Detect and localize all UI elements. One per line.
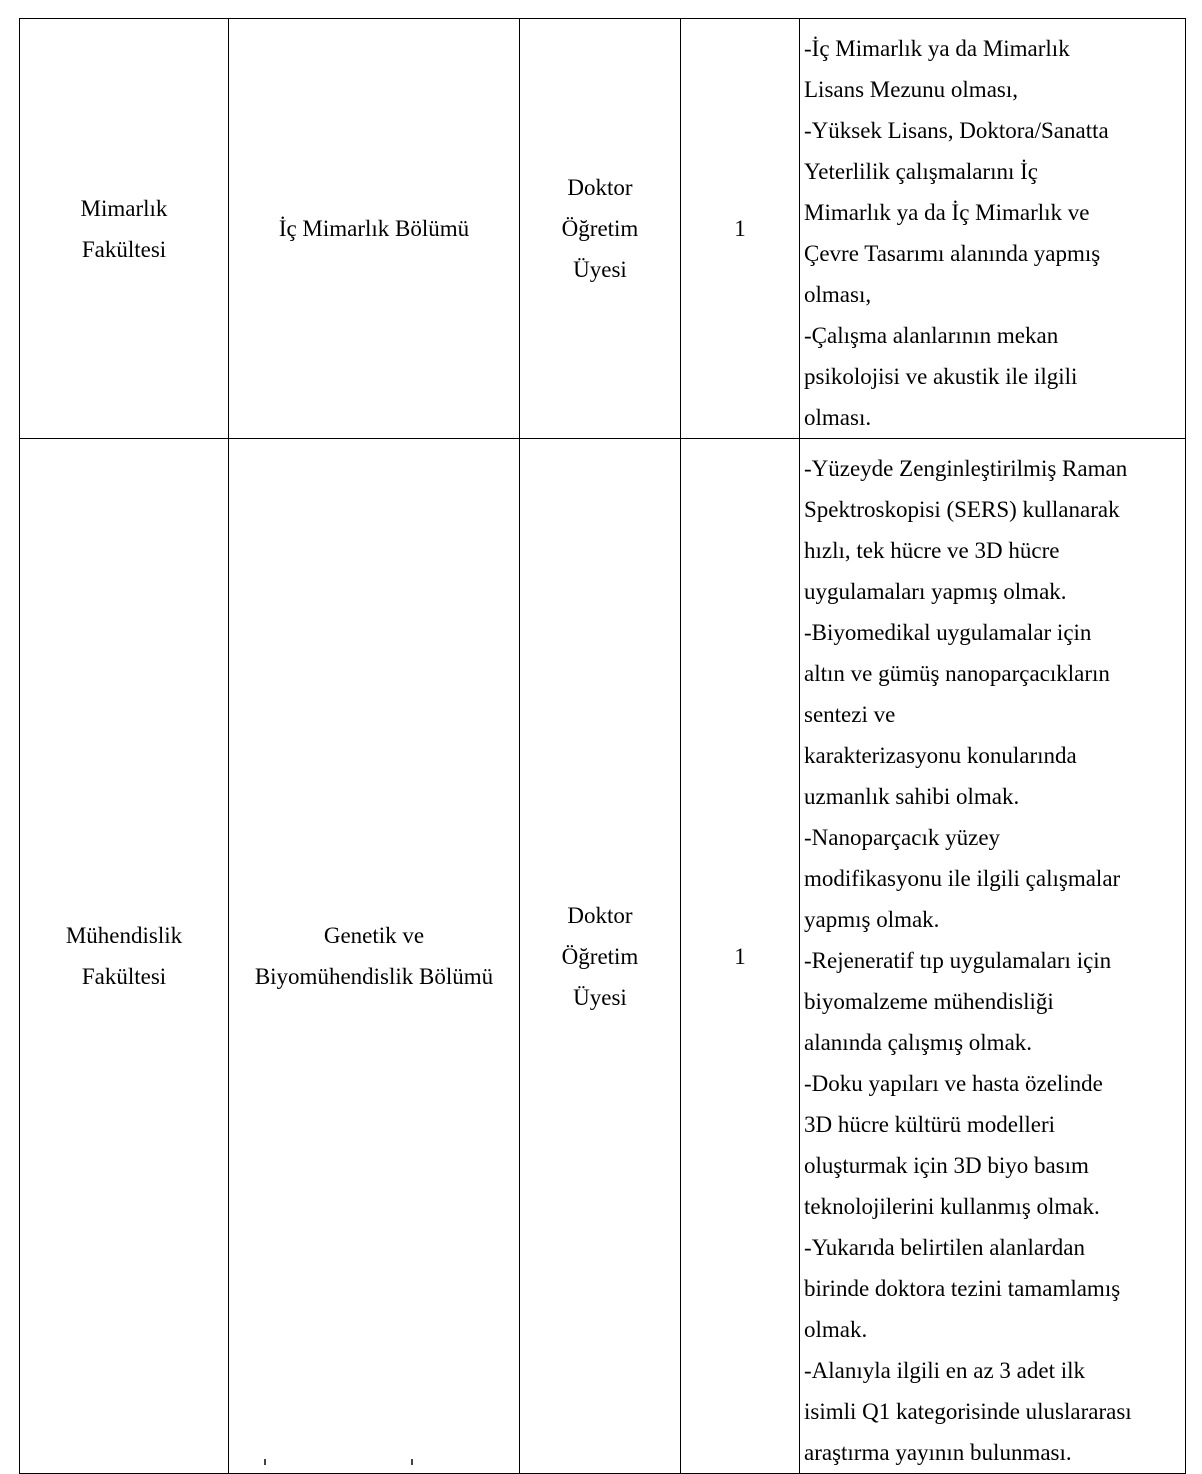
title-line: Üyesi <box>573 257 627 282</box>
requirement-line: alanında çalışmış olmak. <box>804 1030 1033 1055</box>
requirement-line: uzmanlık sahibi olmak. <box>804 784 1020 809</box>
page-edge-mark <box>411 1459 413 1465</box>
requirement-line: araştırma yayının bulunması. <box>804 1440 1072 1465</box>
requirement-line: Çevre Tasarımı alanında yapmış <box>804 241 1101 266</box>
requirement-line: -Rejeneratif tıp uygulamaları için <box>804 948 1112 973</box>
title-line: Üyesi <box>573 984 627 1010</box>
position-count: 1 <box>734 943 746 969</box>
requirement-line: -Yüksek Lisans, Doktora/Sanatta <box>804 118 1109 143</box>
count-cell <box>681 19 800 439</box>
requirement-line: sentezi ve <box>804 702 896 727</box>
faculty-cell <box>20 19 229 439</box>
requirement-line: biyomalzeme mühendisliği <box>804 989 1054 1014</box>
job-postings-table <box>19 18 1186 1474</box>
requirement-line: Yeterlilik çalışmalarını İç <box>804 159 1038 184</box>
department-line: Genetik ve <box>323 923 425 948</box>
requirement-line: -Yüzeyde Zenginleştirilmiş Raman <box>804 456 1128 481</box>
position-count: 1 <box>734 216 746 241</box>
requirement-line: Spektroskopisi (SERS) kullanarak <box>804 497 1120 522</box>
title-line: Doktor <box>567 175 633 200</box>
table-row <box>20 19 1186 439</box>
requirements-cell <box>800 439 1186 1474</box>
requirements-cell <box>800 19 1186 439</box>
requirement-line: altın ve gümüş nanoparçacıkların <box>804 661 1110 686</box>
title-line: Öğretim <box>561 216 639 241</box>
title-cell <box>520 439 681 1474</box>
requirement-line: 3D hücre kültürü modelleri <box>804 1112 1056 1137</box>
requirement-line: hızlı, tek hücre ve 3D hücre <box>804 538 1060 563</box>
title-line: Öğretim <box>561 943 639 969</box>
page-edge-mark <box>264 1459 266 1465</box>
requirement-line: -İç Mimarlık ya da Mimarlık <box>804 36 1070 61</box>
department-line: İç Mimarlık Bölümü <box>278 216 470 241</box>
requirement-line: -Biyomedikal uygulamalar için <box>804 620 1092 645</box>
title-line: Doktor <box>567 902 633 928</box>
requirement-line: isimli Q1 kategorisinde uluslararası <box>804 1399 1132 1424</box>
requirement-line: modifikasyonu ile ilgili çalışmalar <box>804 866 1121 891</box>
requirement-line: Mimarlık ya da İç Mimarlık ve <box>804 200 1090 225</box>
requirement-line: karakterizasyonu konularında <box>804 743 1077 768</box>
faculty-cell <box>20 439 229 1474</box>
requirement-line: olmak. <box>804 1317 868 1342</box>
requirement-line: olması. <box>804 405 872 430</box>
count-cell <box>681 439 800 1474</box>
requirement-line: birinde doktora tezini tamamlamış <box>804 1276 1121 1301</box>
requirement-line: Lisans Mezunu olması, <box>804 77 1018 102</box>
faculty-line: Fakültesi <box>81 236 167 262</box>
department-cell <box>229 19 520 439</box>
requirement-line: -Yukarıda belirtilen alanlardan <box>804 1235 1085 1260</box>
requirement-line: psikolojisi ve akustik ile ilgili <box>804 364 1078 389</box>
page-edge-marks <box>19 1459 1185 1467</box>
department-cell <box>229 439 520 1474</box>
requirement-line: -Çalışma alanlarının mekan <box>804 323 1059 348</box>
requirement-line: -Nanoparçacık yüzey <box>804 825 1001 850</box>
requirement-line: oluşturmak için 3D biyo basım <box>804 1153 1089 1178</box>
requirement-line: -Doku yapıları ve hasta özelinde <box>804 1071 1103 1096</box>
title-cell <box>520 19 681 439</box>
requirement-line: olması, <box>804 282 872 307</box>
faculty-line: Fakültesi <box>81 964 167 989</box>
requirement-line: yapmış olmak. <box>804 907 940 932</box>
faculty-line: Mimarlık <box>80 195 168 221</box>
requirement-line: -Alanıyla ilgili en az 3 adet ilk <box>804 1358 1086 1383</box>
department-line: Biyomühendislik Bölümü <box>254 964 494 989</box>
requirement-line: teknolojilerini kullanmış olmak. <box>804 1194 1100 1219</box>
table-row <box>20 439 1186 1474</box>
faculty-line: Mühendislik <box>65 923 183 948</box>
requirement-line: uygulamaları yapmış olmak. <box>804 579 1067 604</box>
